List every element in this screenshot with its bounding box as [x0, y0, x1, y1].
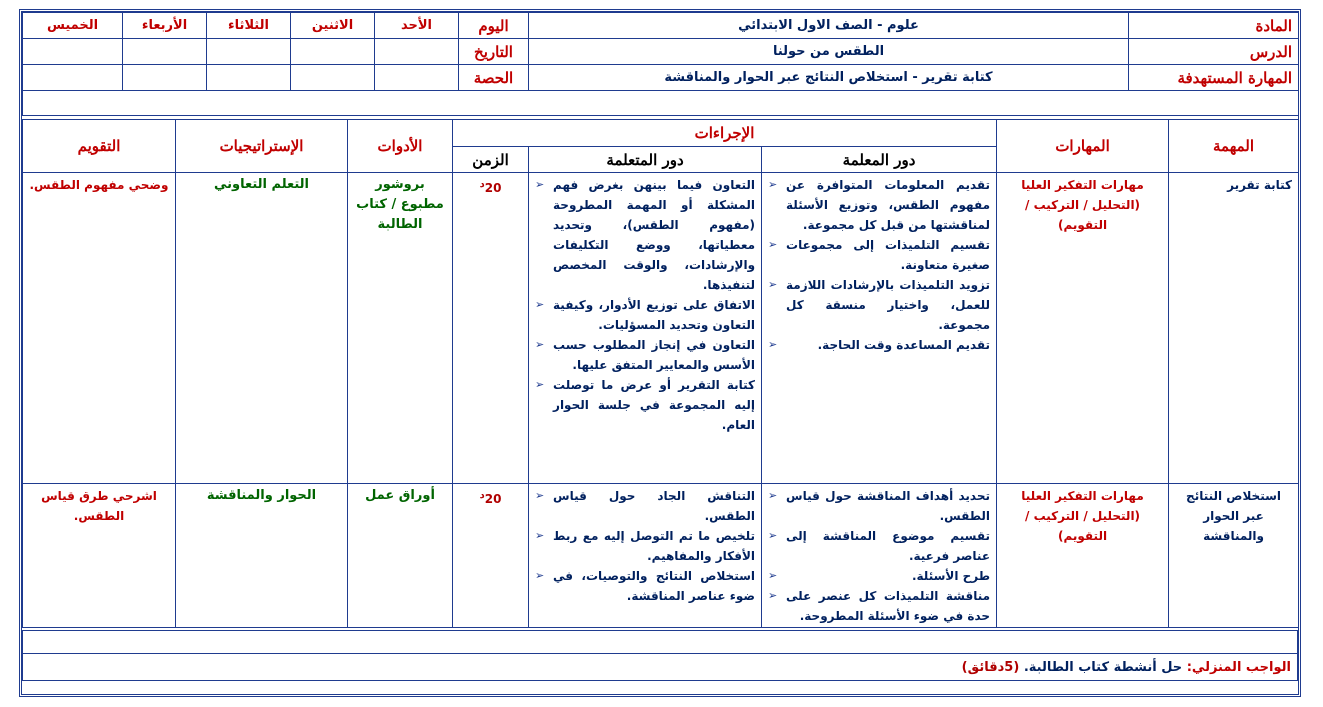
- footer-table: [22, 630, 1298, 681]
- checkbox-arrow-icon: ➢: [535, 489, 545, 502]
- task-cell: استخلاص النتائج عبر الحوار والمناقشة: [1169, 484, 1299, 628]
- header-evaluation: التقويم: [23, 120, 176, 173]
- list-item: ➢ تقديم المساعدة وقت الحاجة.: [768, 335, 990, 355]
- header-student-role: دور المتعلمة: [529, 147, 762, 173]
- procedures-table: [22, 119, 1299, 628]
- tools-cell: أوراق عمل: [348, 484, 453, 628]
- homework-text: حل أنشطة كتاب الطالبة.: [1023, 659, 1183, 675]
- list-item: ➢ مناقشة التلميذات كل عنصر على حدة في ضوء الأسئلة المطروحة.: [768, 586, 990, 626]
- list-item: ➢ استخلاص النتائج والتوصيات، في ضوء عناصر المناقشة.: [535, 566, 755, 606]
- skill-label: المهارة المستهدفة: [1129, 65, 1299, 91]
- date-cell: [375, 39, 459, 65]
- strategy-cell: التعلم التعاوني: [176, 173, 348, 484]
- checkbox-arrow-icon: ➢: [768, 278, 778, 291]
- subject-label: المادة: [1129, 13, 1299, 39]
- teacher-role-cell: [762, 484, 997, 628]
- list-item: ➢ تقسيم موضوع المناقشة إلى عناصر فرعية.: [768, 526, 990, 566]
- period-cell: [375, 65, 459, 91]
- period-cell: [23, 65, 123, 91]
- date-cell: [291, 39, 375, 65]
- list-item: ➢ تقديم المعلومات المتوافرة عن مفهوم الطقس، وتوزيع الأسئلة لمناقشتها من قبل كل مجموعة.: [768, 175, 990, 235]
- checkbox-arrow-icon: ➢: [535, 298, 545, 311]
- homework-time: (5دقائق): [961, 659, 1020, 675]
- checkbox-arrow-icon: ➢: [535, 529, 545, 542]
- period-cell: [207, 65, 291, 91]
- spacer-row: [23, 631, 1298, 654]
- lesson-value: الطقس من حولنا: [529, 39, 1129, 65]
- list-item: ➢ تلخيص ما تم التوصل إليه مع ربط الأفكار والمفاهيم.: [535, 526, 755, 566]
- list-item: ➢ تحديد أهداف المناقشة حول قياس الطقس.: [768, 486, 990, 526]
- day-label: اليوم: [459, 13, 529, 39]
- checkbox-arrow-icon: ➢: [768, 589, 778, 602]
- checkbox-arrow-icon: ➢: [768, 569, 778, 582]
- day-monday: الاثنين: [291, 13, 375, 39]
- list-item: ➢ الاتفاق على توزيع الأدوار، وكيفية التعاون وتحديد المسؤليات.: [535, 295, 755, 335]
- skill-value: كتابة تقرير - استخلاص النتائج عبر الحوار والمناقشة: [529, 65, 1129, 91]
- checkbox-arrow-icon: ➢: [535, 569, 545, 582]
- checkbox-arrow-icon: ➢: [768, 338, 778, 351]
- list-item: ➢ تقسيم التلميذات إلى مجموعات صغيرة متعاونة.: [768, 235, 990, 275]
- header-task: المهمة: [1169, 120, 1299, 173]
- skills-cell: مهارات التفكير العليا (التحليل / التركيب / التقويم): [997, 173, 1169, 484]
- checkbox-arrow-icon: ➢: [768, 489, 778, 502]
- day-thursday: الخميس: [23, 13, 123, 39]
- checkbox-arrow-icon: ➢: [535, 178, 545, 191]
- spacer-row: [23, 91, 1299, 116]
- checkbox-arrow-icon: ➢: [768, 238, 778, 251]
- evaluation-cell: اشرحي طرق قياس الطقس.: [23, 484, 176, 628]
- period-cell: [291, 65, 375, 91]
- header-time: الزمن: [453, 147, 529, 173]
- teacher-role-cell: [762, 173, 997, 484]
- list-item: ➢ تزويد التلميذات بالإرشادات اللازمة للعمل، واختيار منسقة كل مجموعة.: [768, 275, 990, 335]
- strategy-cell: الحوار والمناقشة: [176, 484, 348, 628]
- period-cell: [123, 65, 207, 91]
- homework-row: [23, 654, 1298, 681]
- lesson-plan-page: [19, 9, 1301, 697]
- student-role-cell: [529, 484, 762, 628]
- date-label: التاريخ: [459, 39, 529, 65]
- info-table: [22, 12, 1299, 116]
- day-wednesday: الأربعاء: [123, 13, 207, 39]
- date-cell: [207, 39, 291, 65]
- homework-label: الواجب المنزلي:: [1186, 659, 1291, 675]
- checkbox-arrow-icon: ➢: [768, 529, 778, 542]
- list-item: ➢ التعاون فيما بينهن بغرض فهم المشكلة أو المهمة المطروحة (مفهوم الطقس)، وتحديد معطياتها، ووضع التكليفات والإرشادات، والوقت المخصص لتنفيذها.: [535, 175, 755, 295]
- time-cell: $20^د$: [453, 173, 529, 484]
- header-tools: الأدوات: [348, 120, 453, 173]
- skills-cell: مهارات التفكير العليا (التحليل / التركيب / التقويم): [997, 484, 1169, 628]
- period-label: الحصة: [459, 65, 529, 91]
- time-cell: $20^د$: [453, 484, 529, 628]
- list-item: ➢ طرح الأسئلة.: [768, 566, 990, 586]
- checkbox-arrow-icon: ➢: [535, 378, 545, 391]
- lesson-label: الدرس: [1129, 39, 1299, 65]
- evaluation-cell: وضحي مفهوم الطقس.: [23, 173, 176, 484]
- list-item: ➢ التناقش الجاد حول قياس الطقس.: [535, 486, 755, 526]
- list-item: ➢ كتابة التقرير أو عرض ما توصلت إليه المجموعة في جلسة الحوار العام.: [535, 375, 755, 435]
- tools-cell: بروشور مطبوع / كتاب الطالبة: [348, 173, 453, 484]
- checkbox-arrow-icon: ➢: [535, 338, 545, 351]
- list-item: ➢ التعاون في إنجاز المطلوب حسب الأسس والمعايير المتفق عليها.: [535, 335, 755, 375]
- header-strategies: الإستراتيجيات: [176, 120, 348, 173]
- date-cell: [23, 39, 123, 65]
- subject-value: علوم - الصف الاول الابتدائي: [529, 13, 1129, 39]
- header-procedures: الإجراءات: [453, 120, 997, 147]
- header-skills: المهارات: [997, 120, 1169, 173]
- day-tuesday: الثلاثاء: [207, 13, 291, 39]
- day-sunday: الأحد: [375, 13, 459, 39]
- task-cell: كتابة تقرير: [1169, 173, 1299, 484]
- date-cell: [123, 39, 207, 65]
- header-teacher-role: دور المعلمة: [762, 147, 997, 173]
- student-role-cell: [529, 173, 762, 484]
- checkbox-arrow-icon: ➢: [768, 178, 778, 191]
